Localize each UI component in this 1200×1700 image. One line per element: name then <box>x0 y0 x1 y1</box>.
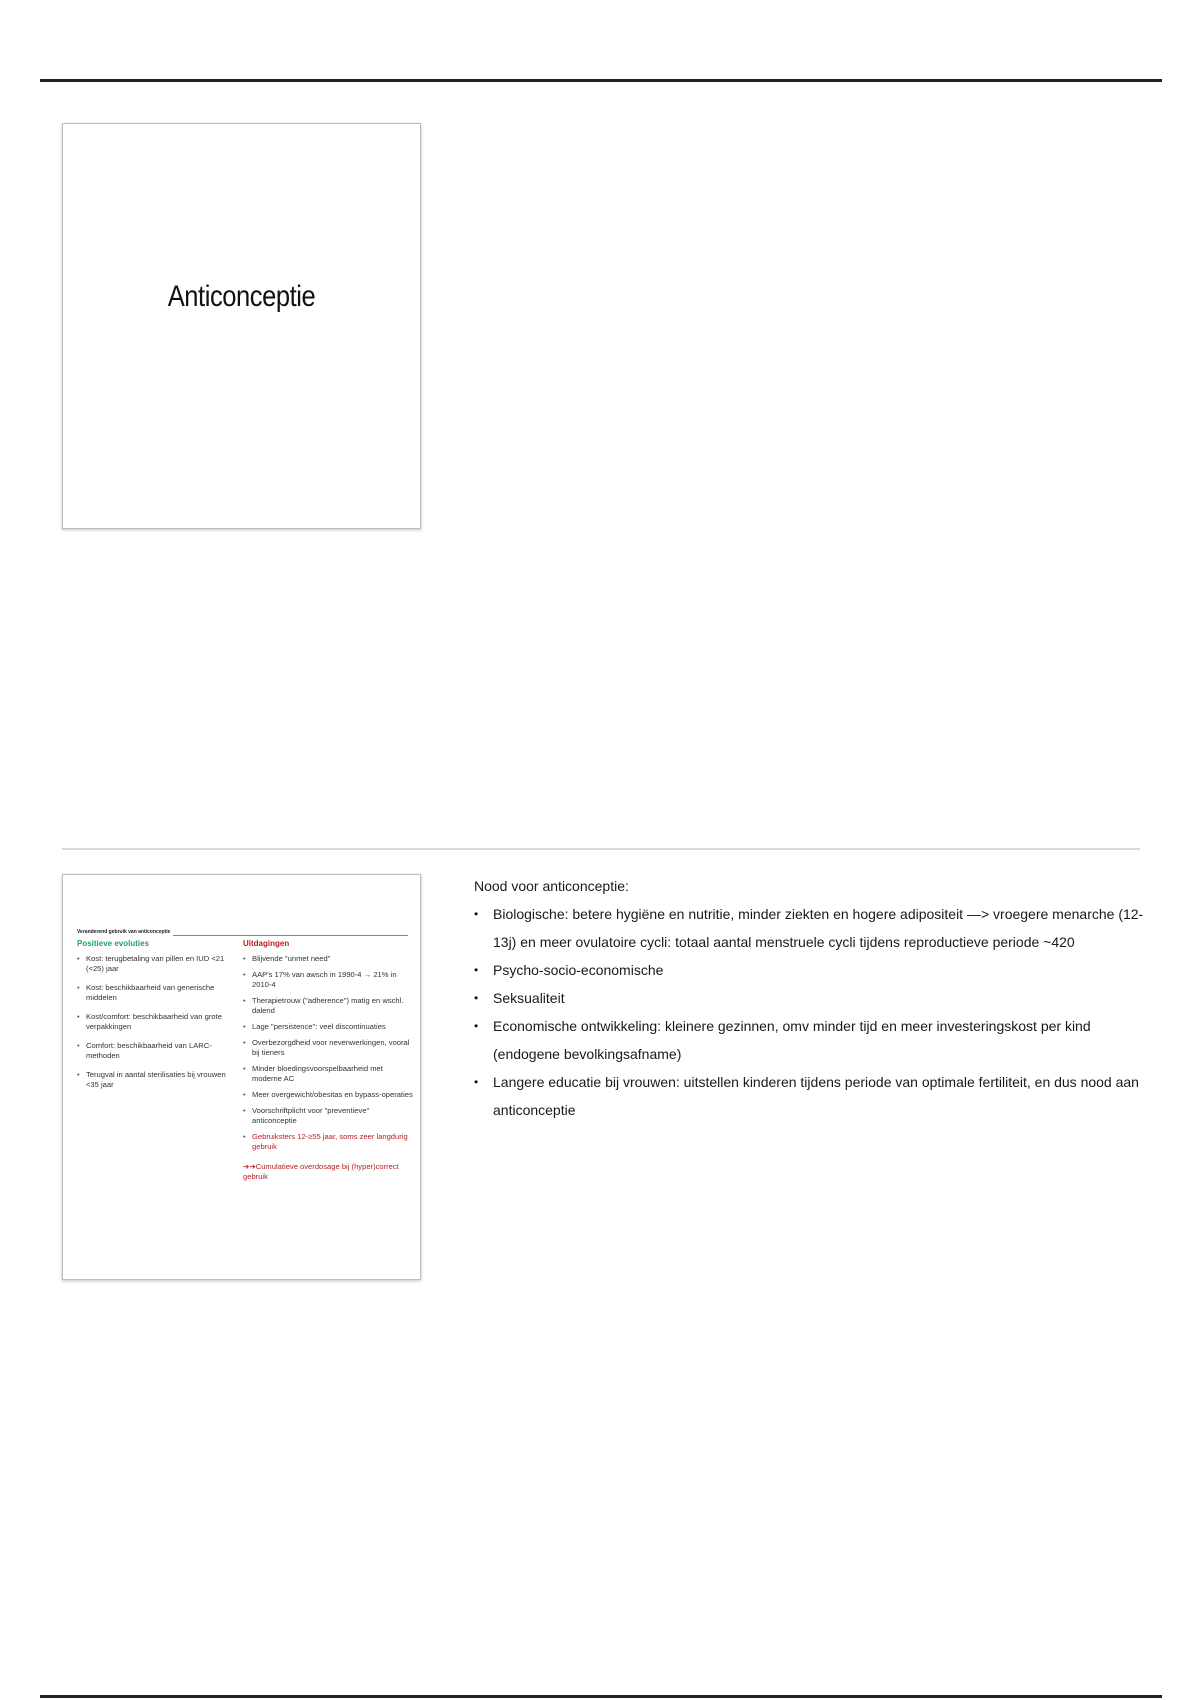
list-item: • Comfort: beschikbaarheid van LARC-methoden <box>77 1041 227 1061</box>
slide-title: Anticonceptie <box>167 280 316 313</box>
challenges-column <box>243 939 413 1182</box>
notes-item: • Psycho-socio-economische <box>474 956 1154 984</box>
list-item: • Meer overgewicht/obesitas en bypass-operaties <box>243 1090 413 1100</box>
section-divider <box>62 848 1140 850</box>
list-item: • Voorschriftplicht voor "preventieve" anticonceptie <box>243 1106 413 1126</box>
notes-heading: Nood voor anticonceptie: <box>474 878 629 894</box>
challenges-conclusion: ➔➔Cumulatieve overdosage bij (hyper)correct gebruik <box>243 1162 399 1181</box>
list-item: • Therapietrouw ("adherence") matig en wschl. dalend <box>243 996 413 1016</box>
slide-heading: Veranderend gebruik van anticonceptie <box>77 929 171 935</box>
list-item: • Kost: beschikbaarheid van generische middelen <box>77 983 227 1003</box>
list-item: • Lage "persistence": veel discontinuaties <box>243 1022 413 1032</box>
challenges-list <box>243 954 413 1152</box>
notes-item: • Seksualiteit <box>474 984 1154 1012</box>
list-item: • Blijvende "unmet need" <box>243 954 413 964</box>
positive-evolutions-column <box>77 939 227 1099</box>
list-item: • AAP's 17% van awsch in 1990-4 → 21% in 2010-4 <box>243 970 413 990</box>
list-item: • Kost/comfort: beschikbaarheid van grote verpakkingen <box>77 1012 227 1032</box>
challenges-title: Uitdagingen <box>243 939 290 948</box>
speaker-notes <box>474 872 1154 1124</box>
list-item: • Minder bloedingsvoorspelbaarheid met moderne AC <box>243 1064 413 1084</box>
list-item: • Terugval in aantal sterilisaties bij vrouwen <35 jaar <box>77 1070 227 1090</box>
top-rule <box>40 79 1162 82</box>
notes-list <box>474 900 1154 1124</box>
notes-item: • Langere educatie bij vrouwen: uitstellen kinderen tijdens periode van optimale fertiliteit, en dus nood aan anticonceptie <box>474 1068 1154 1124</box>
list-item-highlighted: • Gebruiksters 12-≥55 jaar, soms zeer langdurig gebruik <box>243 1132 413 1152</box>
slide-heading-rule <box>173 935 408 936</box>
list-item: • Overbezorgdheid voor nevenwerkingen, vooral bij tieners <box>243 1038 413 1058</box>
list-item: • Kost: terugbetaling van pillen en IUD <21 (<25) jaar <box>77 954 227 974</box>
notes-item: • Biologische: betere hygiëne en nutritie, minder ziekten en hogere adipositeit —> vroegere menarche (12-13j) en meer ovulatoire cycli: totaal aantal menstruele cycli tijdens reproductieve periode ~420 <box>474 900 1154 956</box>
notes-item: • Economische ontwikkeling: kleinere gezinnen, omv minder tijd en meer investeringskost per kind (endogene bevolkingsafname) <box>474 1012 1154 1068</box>
slide-thumbnail-2 <box>62 874 421 1280</box>
positive-evolutions-title: Positieve evoluties <box>77 939 150 948</box>
slide-thumbnail-1 <box>62 123 421 529</box>
bottom-rule <box>40 1695 1162 1698</box>
positive-evolutions-list <box>77 954 227 1090</box>
